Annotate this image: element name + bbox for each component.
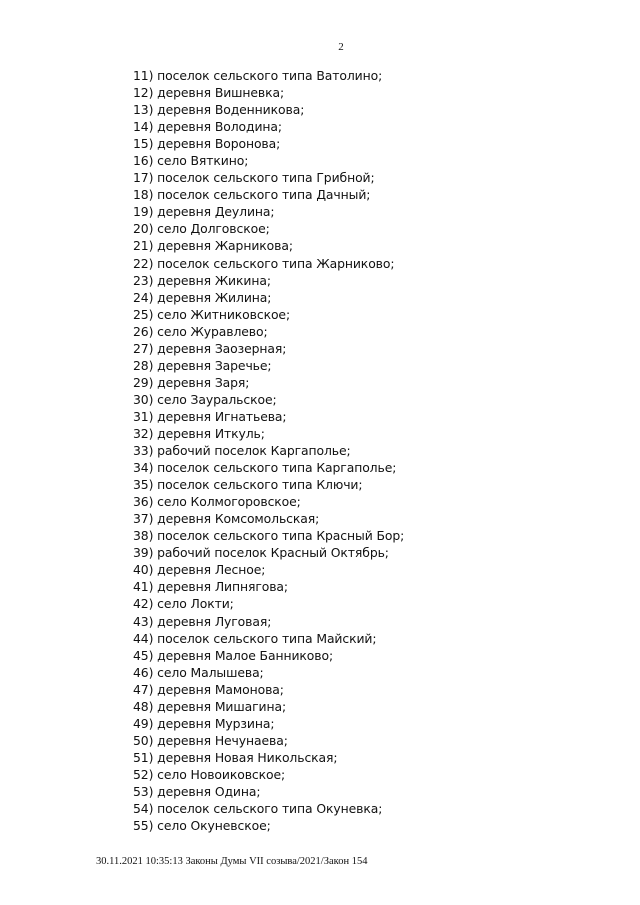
document-footer: 30.11.2021 10:35:13 Законы Думы VII созыва/2021/Закон 154 [96, 856, 368, 867]
list-item: 52) село Новоиковское; [133, 766, 286, 782]
list-item: 24) деревня Жилина; [133, 289, 272, 305]
list-item: 44) поселок сельского типа Майский; [133, 630, 377, 646]
list-item: 53) деревня Одина; [133, 783, 261, 799]
list-item: 14) деревня Володина; [133, 119, 282, 135]
list-item: 15) деревня Воронова; [133, 136, 281, 152]
list-item: 16) село Вяткино; [133, 153, 249, 169]
list-item: 51) деревня Новая Никольская; [133, 749, 338, 765]
list-item: 46) село Малышева; [133, 664, 264, 680]
list-item: 54) поселок сельского типа Окуневка; [133, 801, 383, 817]
list-item: 12) деревня Вишневка; [133, 85, 285, 101]
list-item: 55) село Окуневское; [133, 818, 271, 834]
list-item: 29) деревня Заря; [133, 374, 250, 390]
list-item: 36) село Колмогоровское; [133, 494, 301, 510]
list-item: 11) поселок сельского типа Ватолино; [133, 68, 383, 83]
list-item: 17) поселок сельского типа Грибной; [133, 170, 375, 186]
list-item: 43) деревня Луговая; [133, 613, 272, 629]
list-item: 48) деревня Мишагина; [133, 698, 287, 714]
list-item: 45) деревня Малое Банниково; [133, 647, 334, 663]
list-item: 32) деревня Иткуль; [133, 425, 265, 441]
list-item: 33) рабочий поселок Каргаполье; [133, 443, 351, 459]
list-item: 18) поселок сельского типа Дачный; [133, 187, 371, 203]
list-item: 35) поселок сельского типа Ключи; [133, 477, 363, 493]
list-item: 42) село Локти; [133, 596, 234, 612]
list-item: 30) село Зауральское; [133, 391, 277, 407]
list-item: 34) поселок сельского типа Каргаполье; [133, 460, 397, 476]
page-number: 2 [338, 41, 344, 53]
list-item: 21) деревня Жарникова; [133, 238, 293, 254]
list-item: 39) рабочий поселок Красный Октябрь; [133, 545, 389, 561]
list-item: 37) деревня Комсомольская; [133, 511, 320, 527]
list-item: 20) село Долговское; [133, 221, 270, 237]
list-item: 27) деревня Заозерная; [133, 340, 287, 356]
list-item: 40) деревня Лесное; [133, 562, 266, 578]
list-item: 47) деревня Мамонова; [133, 681, 284, 697]
list-item: 23) деревня Жикина; [133, 272, 271, 288]
list-item: 19) деревня Деулина; [133, 204, 275, 220]
settlement-list [133, 67, 404, 834]
list-item: 41) деревня Липнягова; [133, 579, 289, 595]
list-item: 13) деревня Воденникова; [133, 102, 305, 118]
list-item: 31) деревня Игнатьева; [133, 408, 287, 424]
list-item: 38) поселок сельского типа Красный Бор; [133, 528, 405, 544]
list-item: 25) село Житниковское; [133, 306, 291, 322]
list-item: 28) деревня Заречье; [133, 357, 272, 373]
list-item: 26) село Журавлево; [133, 323, 268, 339]
list-item: 22) поселок сельского типа Жарниково; [133, 255, 395, 271]
list-item: 50) деревня Нечунаева; [133, 732, 288, 748]
list-item: 49) деревня Мурзина; [133, 715, 275, 731]
